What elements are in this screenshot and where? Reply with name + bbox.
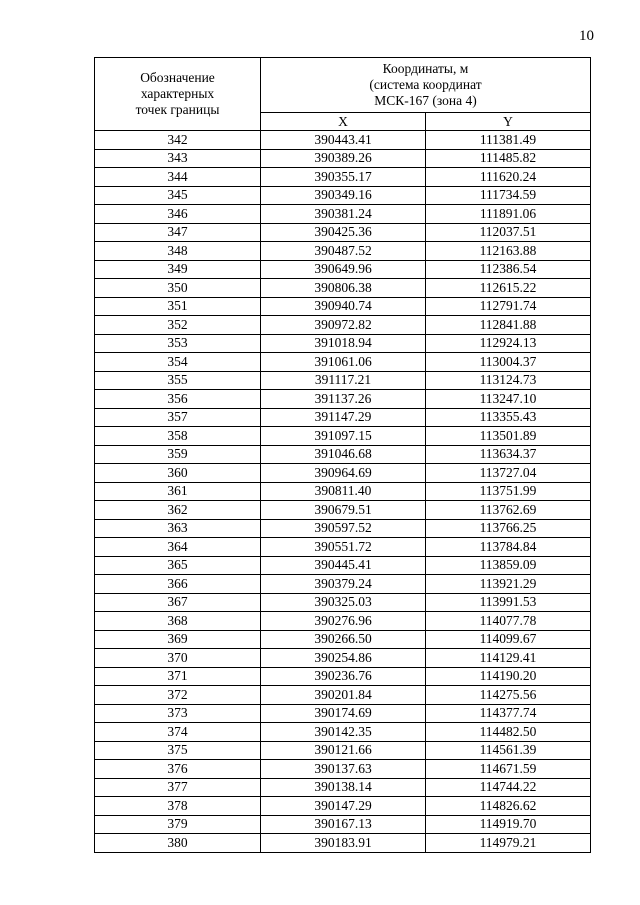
y-cell: 112615.22 (426, 279, 591, 298)
table-row (95, 649, 591, 668)
y-cell: 112386.54 (426, 260, 591, 279)
x-cell: 390137.63 (261, 760, 426, 779)
y-cell: 111734.59 (426, 186, 591, 205)
x-cell: 390174.69 (261, 704, 426, 723)
point-cell: 374 (95, 723, 261, 742)
x-cell: 390806.38 (261, 279, 426, 298)
table-row (95, 686, 591, 705)
table-row (95, 223, 591, 242)
page-number: 10 (579, 28, 594, 44)
y-cell: 113766.25 (426, 519, 591, 538)
table-row (95, 334, 591, 353)
point-cell: 342 (95, 131, 261, 150)
y-cell: 114129.41 (426, 649, 591, 668)
x-cell: 390811.40 (261, 482, 426, 501)
x-cell: 390236.76 (261, 667, 426, 686)
table-row (95, 260, 591, 279)
x-cell: 390964.69 (261, 464, 426, 483)
table-row (95, 556, 591, 575)
y-column-header: Y (426, 113, 591, 131)
y-cell: 114671.59 (426, 760, 591, 779)
y-cell: 114744.22 (426, 778, 591, 797)
point-cell: 378 (95, 797, 261, 816)
point-cell: 352 (95, 316, 261, 335)
y-cell: 113004.37 (426, 353, 591, 372)
point-cell: 363 (95, 519, 261, 538)
table-row (95, 464, 591, 483)
table-row (95, 760, 591, 779)
x-cell: 390551.72 (261, 538, 426, 557)
table-row (95, 834, 591, 853)
table-row (95, 501, 591, 520)
point-cell: 373 (95, 704, 261, 723)
x-cell: 390147.29 (261, 797, 426, 816)
x-cell: 390679.51 (261, 501, 426, 520)
x-cell: 390389.26 (261, 149, 426, 168)
point-cell: 346 (95, 205, 261, 224)
x-cell: 390167.13 (261, 815, 426, 834)
x-cell: 390349.16 (261, 186, 426, 205)
y-cell: 114979.21 (426, 834, 591, 853)
x-cell: 390425.36 (261, 223, 426, 242)
x-cell: 391097.15 (261, 427, 426, 446)
point-cell: 359 (95, 445, 261, 464)
x-cell: 390266.50 (261, 630, 426, 649)
coordinates-header: Координаты, м (система координат МСК-167 (зона 4) (261, 58, 591, 113)
x-cell: 390183.91 (261, 834, 426, 853)
y-cell: 114561.39 (426, 741, 591, 760)
x-cell: 391061.06 (261, 353, 426, 372)
point-cell: 350 (95, 279, 261, 298)
table-row (95, 371, 591, 390)
point-cell: 343 (95, 149, 261, 168)
point-cell: 348 (95, 242, 261, 261)
point-cell: 353 (95, 334, 261, 353)
table-row (95, 390, 591, 409)
table-row (95, 297, 591, 316)
table-row (95, 149, 591, 168)
table-row (95, 612, 591, 631)
table-row (95, 205, 591, 224)
x-cell: 390379.24 (261, 575, 426, 594)
table-row (95, 316, 591, 335)
point-cell: 355 (95, 371, 261, 390)
point-cell: 349 (95, 260, 261, 279)
y-cell: 113859.09 (426, 556, 591, 575)
x-cell: 390972.82 (261, 316, 426, 335)
x-cell: 391018.94 (261, 334, 426, 353)
point-cell: 371 (95, 667, 261, 686)
y-cell: 114482.50 (426, 723, 591, 742)
point-cell: 377 (95, 778, 261, 797)
coordinates-table (94, 57, 591, 853)
point-cell: 375 (95, 741, 261, 760)
y-cell: 112924.13 (426, 334, 591, 353)
y-cell: 113355.43 (426, 408, 591, 427)
point-cell: 365 (95, 556, 261, 575)
x-cell: 391046.68 (261, 445, 426, 464)
x-cell: 390597.52 (261, 519, 426, 538)
point-cell: 354 (95, 353, 261, 372)
y-cell: 114077.78 (426, 612, 591, 631)
table-row (95, 168, 591, 187)
table-row (95, 427, 591, 446)
point-cell: 372 (95, 686, 261, 705)
table-row (95, 575, 591, 594)
point-cell: 358 (95, 427, 261, 446)
y-cell: 112791.74 (426, 297, 591, 316)
point-cell: 356 (95, 390, 261, 409)
table-row (95, 186, 591, 205)
x-cell: 390138.14 (261, 778, 426, 797)
table-row (95, 593, 591, 612)
y-cell: 113921.29 (426, 575, 591, 594)
x-cell: 390142.35 (261, 723, 426, 742)
table-row (95, 667, 591, 686)
x-cell: 390445.41 (261, 556, 426, 575)
y-cell: 112037.51 (426, 223, 591, 242)
table-row (95, 704, 591, 723)
table-row (95, 815, 591, 834)
y-cell: 113991.53 (426, 593, 591, 612)
x-cell: 390381.24 (261, 205, 426, 224)
y-cell: 113784.84 (426, 538, 591, 557)
point-designation-header: Обозначение характерных точек границы (95, 58, 261, 131)
x-cell: 391117.21 (261, 371, 426, 390)
table-row (95, 482, 591, 501)
table-row (95, 408, 591, 427)
point-cell: 370 (95, 649, 261, 668)
table-row (95, 778, 591, 797)
table-row (95, 131, 591, 150)
x-cell: 390649.96 (261, 260, 426, 279)
y-cell: 114826.62 (426, 797, 591, 816)
table-row (95, 723, 591, 742)
table-row (95, 630, 591, 649)
point-cell: 351 (95, 297, 261, 316)
table-body (95, 131, 591, 853)
y-cell: 114275.56 (426, 686, 591, 705)
x-cell: 391137.26 (261, 390, 426, 409)
x-cell: 390254.86 (261, 649, 426, 668)
point-cell: 357 (95, 408, 261, 427)
y-cell: 114099.67 (426, 630, 591, 649)
x-cell: 390355.17 (261, 168, 426, 187)
point-cell: 366 (95, 575, 261, 594)
y-cell: 114919.70 (426, 815, 591, 834)
y-cell: 113751.99 (426, 482, 591, 501)
y-cell: 112841.88 (426, 316, 591, 335)
y-cell: 113727.04 (426, 464, 591, 483)
table-row (95, 279, 591, 298)
table-row (95, 797, 591, 816)
table-row (95, 519, 591, 538)
point-cell: 345 (95, 186, 261, 205)
y-cell: 111381.49 (426, 131, 591, 150)
x-column-header: X (261, 113, 426, 131)
y-cell: 111485.82 (426, 149, 591, 168)
table-row (95, 538, 591, 557)
y-cell: 113247.10 (426, 390, 591, 409)
point-cell: 344 (95, 168, 261, 187)
point-cell: 379 (95, 815, 261, 834)
point-cell: 368 (95, 612, 261, 631)
y-cell: 114190.20 (426, 667, 591, 686)
table-row (95, 353, 591, 372)
point-cell: 364 (95, 538, 261, 557)
x-cell: 390121.66 (261, 741, 426, 760)
table-row (95, 242, 591, 261)
point-cell: 376 (95, 760, 261, 779)
point-cell: 347 (95, 223, 261, 242)
point-cell: 362 (95, 501, 261, 520)
y-cell: 113501.89 (426, 427, 591, 446)
y-cell: 114377.74 (426, 704, 591, 723)
x-cell: 390443.41 (261, 131, 426, 150)
y-cell: 113634.37 (426, 445, 591, 464)
x-cell: 390487.52 (261, 242, 426, 261)
point-cell: 360 (95, 464, 261, 483)
x-cell: 390940.74 (261, 297, 426, 316)
y-cell: 111891.06 (426, 205, 591, 224)
point-cell: 369 (95, 630, 261, 649)
y-cell: 111620.24 (426, 168, 591, 187)
point-cell: 361 (95, 482, 261, 501)
x-cell: 390201.84 (261, 686, 426, 705)
y-cell: 113762.69 (426, 501, 591, 520)
x-cell: 391147.29 (261, 408, 426, 427)
y-cell: 113124.73 (426, 371, 591, 390)
x-cell: 390325.03 (261, 593, 426, 612)
table-row (95, 445, 591, 464)
point-cell: 380 (95, 834, 261, 853)
point-cell: 367 (95, 593, 261, 612)
y-cell: 112163.88 (426, 242, 591, 261)
x-cell: 390276.96 (261, 612, 426, 631)
table-row (95, 741, 591, 760)
